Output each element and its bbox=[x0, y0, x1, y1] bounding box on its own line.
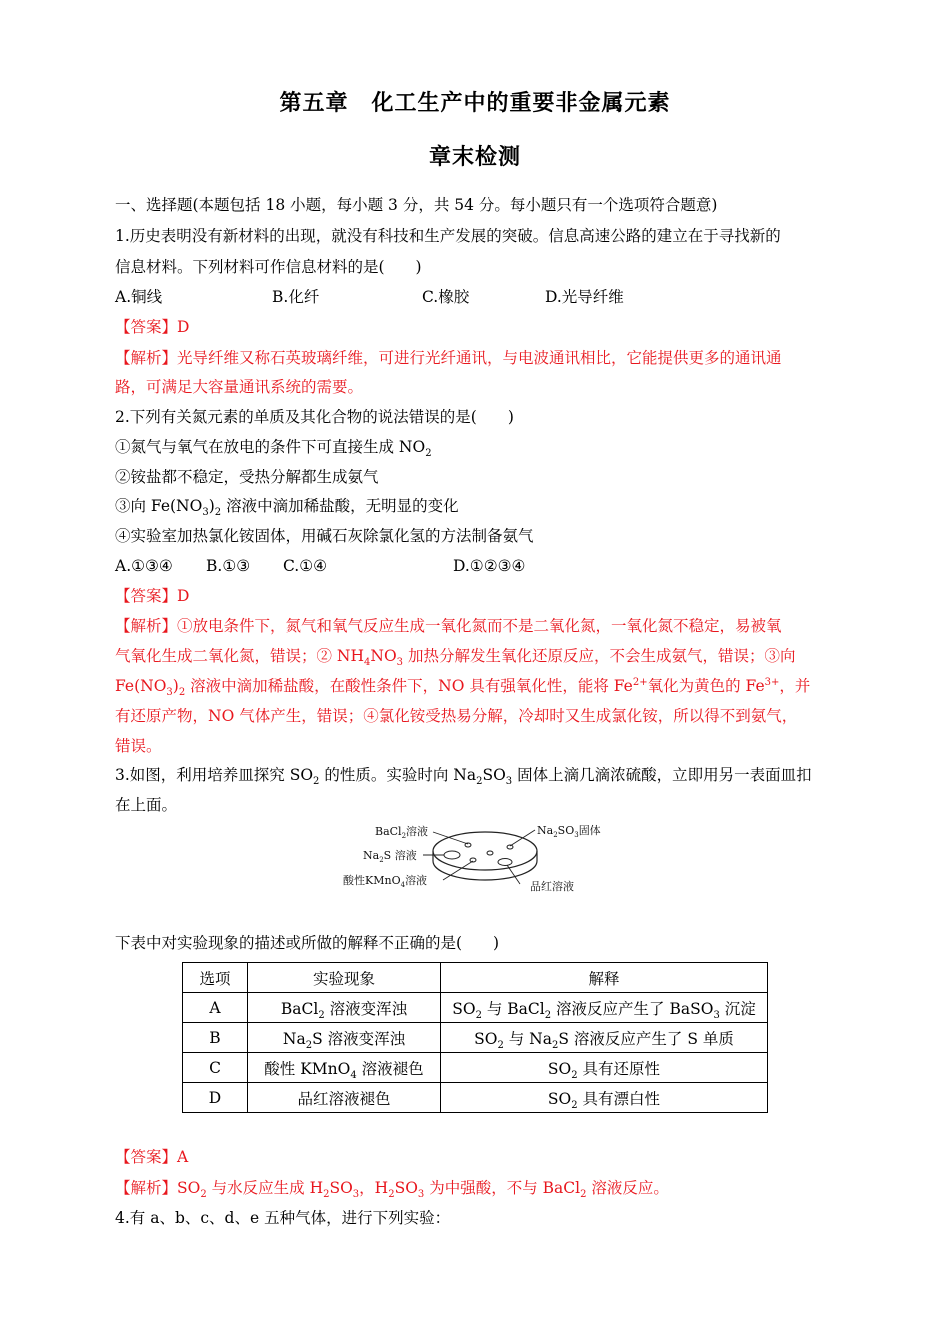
q1-option-c: C.橡胶 bbox=[422, 288, 470, 306]
q2-item1: ①氮气与氧气在放电的条件下可直接生成 $NO_2$ bbox=[115, 438, 432, 460]
q1-stem-line1: 1.历史表明没有新材料的出现，就没有科技和生产发展的突破。信息高速公路的建立在于寻找新的 bbox=[115, 227, 781, 245]
table-row: D 品红溶液褪色 $SO_2$ 具有漂白性 bbox=[183, 1083, 768, 1113]
answer-value: D bbox=[177, 318, 190, 336]
q2-analysis-line5: 错误。 bbox=[115, 737, 162, 755]
chapter-subtitle: 章末检测 bbox=[428, 145, 521, 170]
well-na2so3 bbox=[487, 851, 493, 855]
q2-item2: ②铵盐都不稳定，受热分解都生成氨气 bbox=[115, 468, 379, 486]
q2-analysis-line1: 【解析】①放电条件下，氮气和氧气反应生成一氧化氮而不是二氧化氮，一氧化氮不稳定，易被氧 bbox=[115, 617, 782, 635]
q2-analysis-line3: $Fe(NO_3)_2$ 溶液中滴加稀盐酸，在酸性条件下，NO 具有强氧化性，能将 $Fe^{2+}$氧化为黄色的 $Fe^{3+}$，并 bbox=[115, 676, 811, 699]
q3-table-intro: 下表中对实验现象的描述或所做的解释不正确的是( ) bbox=[115, 934, 500, 952]
table-row: B $Na_2S$ 溶液变浑浊 $SO_2$ 与 $Na_2S$ 溶液反应产生了 S 单质 bbox=[183, 1023, 768, 1053]
label-na2so3: $Na_2SO_3$固体 bbox=[537, 824, 601, 839]
q1-answer bbox=[115, 316, 189, 338]
table-row: A BaCl$_2$ 溶液变浑浊 $SO_2$ 与 BaCl$_2$ 溶液反应产生了 BaSO$_3$ 沉淀 bbox=[183, 993, 768, 1023]
q2-answer: 【答案】D bbox=[115, 587, 190, 605]
q1-analysis-line1: 【解析】光导纤维又称石英玻璃纤维，可进行光纤通讯，与电波通讯相比，它能提供更多的通讯通 bbox=[115, 349, 782, 367]
well-na2s bbox=[444, 851, 460, 859]
label-na2s: $Na_2S$ 溶液 bbox=[363, 849, 417, 864]
q4-stem: 4.有 a、b、c、d、e 五种气体，进行下列实验： bbox=[115, 1209, 451, 1227]
analysis-label: 【解析】 bbox=[115, 349, 178, 367]
q2-option-b: B.①③ bbox=[206, 557, 251, 575]
chapter-title: 第五章 化工生产中的重要非金属元素 bbox=[279, 91, 671, 116]
q1-analysis-line2: 路，可满足大容量通讯系统的需要。 bbox=[115, 378, 364, 396]
table-header-row bbox=[183, 963, 768, 993]
header-cell: 实验现象 bbox=[248, 963, 441, 993]
dish-side bbox=[433, 851, 537, 880]
table-row: C 酸性 KMnO$_4$ 溶液褪色 $SO_2$ 具有还原性 bbox=[183, 1053, 768, 1083]
q1-option-b: B.化纤 bbox=[272, 288, 320, 306]
label-bacl2: BaCl$_2$溶液 bbox=[375, 825, 429, 840]
q3-stem-line1: 3.如图，利用培养皿探究 $SO_2$ 的性质。实验时向 $Na_2SO_3$ 固体上滴几滴浓硫酸，立即用另一表面皿扣 bbox=[115, 766, 812, 788]
q2-option-d: D.①②③④ bbox=[453, 557, 526, 575]
well-pinhong bbox=[498, 859, 512, 866]
q2-option-a: A.①③④ bbox=[115, 557, 173, 575]
header-cell: 选项 bbox=[183, 963, 248, 993]
q3-answer: 【答案】A bbox=[115, 1148, 189, 1166]
q1-option-a: A.铜线 bbox=[115, 288, 163, 306]
q1-stem-line2: 信息材料。下列材料可作信息材料的是( ) bbox=[115, 258, 422, 276]
leader-na2so3 bbox=[510, 830, 535, 846]
q1-option-d: D.光导纤维 bbox=[545, 288, 624, 306]
q3-analysis: 【解析】$SO_2$ 与水反应生成 $H_2SO_3$，$H_2SO_3$ 为中强酸，不与 BaCl$_2$ 溶液反应。 bbox=[115, 1179, 669, 1201]
leader-pinhong bbox=[507, 865, 520, 884]
answer-label: 【答案】 bbox=[115, 318, 178, 336]
petri-dish-figure bbox=[335, 818, 625, 900]
q3-table bbox=[182, 962, 768, 1113]
label-kmno4: 酸性KMnO$_4$溶液 bbox=[343, 874, 428, 889]
q2-analysis-line4: 有还原产物，NO 气体产生，错误；④氯化铵受热易分解，冷却时又生成氯化铵，所以得不到氨气， bbox=[115, 707, 798, 725]
header-cell: 解释 bbox=[441, 963, 768, 993]
q2-item3: ③向 $Fe(NO_3)_2$ 溶液中滴加稀盐酸，无明显的变化 bbox=[115, 497, 459, 519]
q2-stem: 2.下列有关氮元素的单质及其化合物的说法错误的是( ) bbox=[115, 408, 514, 426]
q2-analysis-line2: 气氧化生成二氧化氮，错误；② $NH_4NO_3$ 加热分解发生氧化还原反应，不会生成氨气，错误；③向 bbox=[115, 647, 796, 669]
q2-item4: ④实验室加热氯化铵固体，用碱石灰除氯化氢的方法制备氨气 bbox=[115, 527, 534, 545]
section-heading: 一、选择题(本题包括 18 小题，每小题 3 分，共 54 分。每小题只有一个选项符合题意) bbox=[115, 196, 718, 214]
label-pinhong: 品红溶液 bbox=[530, 880, 574, 893]
q2-option-c: C.①④ bbox=[283, 557, 328, 575]
q3-stem-line2: 在上面。 bbox=[115, 796, 178, 814]
